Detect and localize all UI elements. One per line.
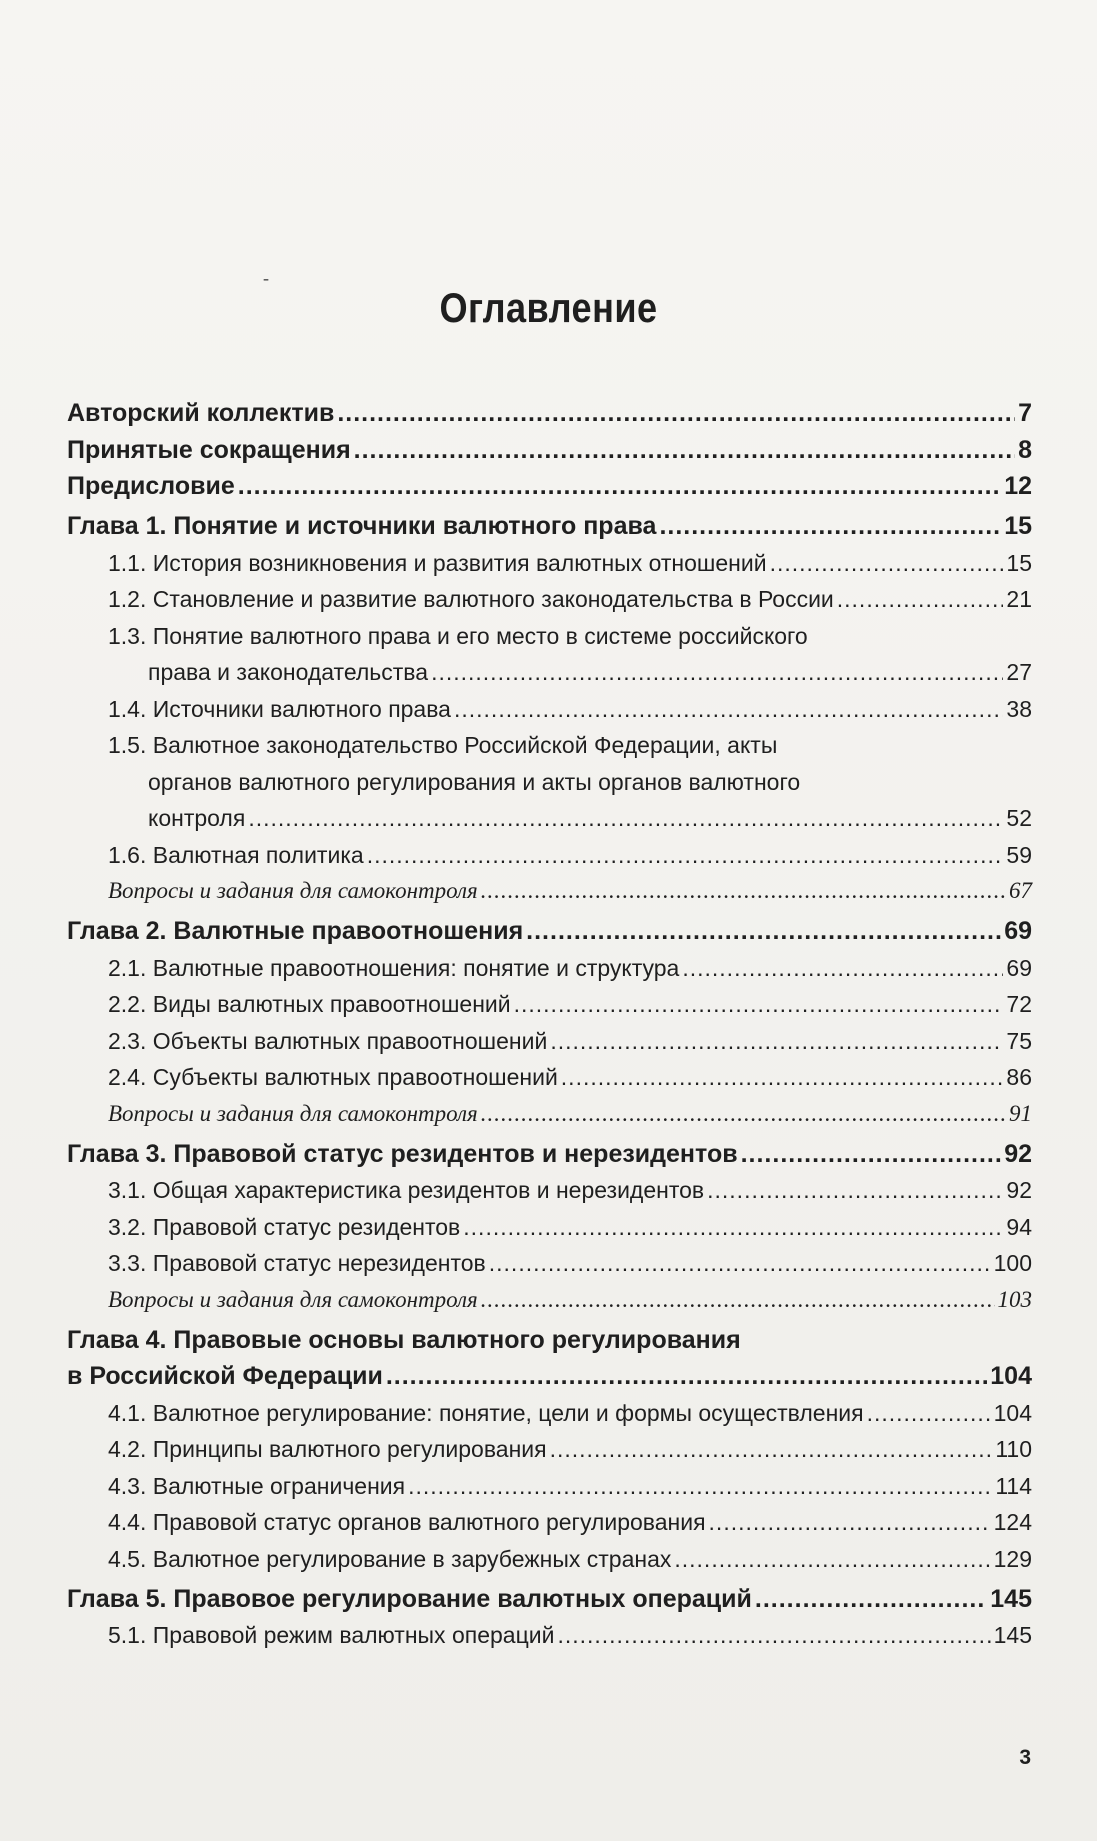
toc-page-number: 21 bbox=[1006, 586, 1032, 612]
dot-leader bbox=[481, 876, 1006, 906]
toc-page-number: 27 bbox=[1006, 659, 1032, 685]
dot-leader bbox=[550, 1026, 1003, 1056]
toc-line bbox=[108, 1434, 1032, 1464]
toc-entry-title: Глава 2. Валютные правоотношения bbox=[67, 917, 524, 945]
dot-leader bbox=[867, 1398, 991, 1428]
toc-entry-title: 2.2. Виды валютных правоотношений bbox=[108, 991, 511, 1017]
dot-leader bbox=[431, 657, 1003, 687]
dot-leader bbox=[514, 989, 1004, 1019]
dot-leader bbox=[557, 1620, 990, 1650]
toc-line bbox=[108, 1099, 1032, 1129]
toc-entry-title: Предисловие bbox=[67, 472, 235, 500]
toc-entry-title: контроля bbox=[148, 805, 246, 831]
dot-leader bbox=[463, 1212, 1003, 1242]
toc-line bbox=[108, 1507, 1032, 1537]
dot-leader bbox=[770, 548, 1004, 578]
toc-entry-title: 4.1. Валютное регулирование: понятие, цели и формы осуществления bbox=[108, 1399, 864, 1426]
toc-entry-title: Вопросы и задания для самоконтроля bbox=[108, 1100, 478, 1126]
toc-entry-title: Принятые сокращения bbox=[67, 435, 351, 464]
toc-page-number: 92 bbox=[1006, 1177, 1032, 1203]
toc-line bbox=[67, 471, 1032, 501]
toc-line bbox=[67, 1139, 1032, 1169]
print-mark: - bbox=[263, 268, 269, 288]
toc-line bbox=[67, 511, 1032, 541]
toc-entry-title: 2.3. Объекты валютных правоотношений bbox=[108, 1027, 548, 1054]
toc-line bbox=[148, 767, 1032, 797]
toc-line bbox=[67, 916, 1032, 946]
toc-entry-title: 3.3. Правовой статус нерезидентов bbox=[108, 1250, 486, 1276]
toc-line bbox=[108, 989, 1032, 1019]
dot-leader bbox=[526, 916, 1001, 946]
dot-leader bbox=[659, 511, 1001, 541]
dot-leader bbox=[386, 1361, 987, 1391]
dot-leader bbox=[481, 1099, 1006, 1129]
toc-line bbox=[108, 621, 1032, 651]
page-title: Оглавление bbox=[439, 284, 658, 331]
toc-line bbox=[108, 1026, 1032, 1056]
dot-leader bbox=[238, 471, 1001, 501]
dot-leader bbox=[741, 1139, 1002, 1169]
toc-page-number: 59 bbox=[1006, 841, 1032, 868]
toc-page-number: 69 bbox=[1004, 917, 1032, 945]
toc-page-number: 114 bbox=[995, 1472, 1032, 1499]
toc-page-number: 86 bbox=[1006, 1064, 1032, 1090]
toc-page-number: 124 bbox=[993, 1509, 1032, 1535]
toc-line bbox=[108, 1544, 1032, 1574]
toc-page-number: 52 bbox=[1006, 805, 1032, 831]
dot-leader bbox=[837, 584, 1004, 614]
toc-line bbox=[67, 1325, 1032, 1355]
toc-entry-title: Глава 1. Понятие и источники валютного права bbox=[67, 512, 657, 540]
toc-entry-title: 3.1. Общая характеристика резидентов и нерезидентов bbox=[108, 1177, 705, 1203]
toc-page-number: 91 bbox=[1009, 1100, 1032, 1126]
toc-page-number: 104 bbox=[990, 1362, 1032, 1390]
toc-page-number: 129 bbox=[993, 1545, 1032, 1572]
toc-page-number: 69 bbox=[1006, 954, 1032, 981]
toc-line bbox=[108, 1248, 1032, 1278]
toc-line bbox=[67, 1361, 1032, 1391]
toc-entry-title: 2.4. Субъекты валютных правоотношений bbox=[108, 1064, 558, 1090]
page-number: 3 bbox=[1019, 1746, 1031, 1769]
toc-entry-title: органов валютного регулирования и акты органов валютного bbox=[148, 768, 801, 795]
toc-page-number: 104 bbox=[993, 1399, 1032, 1426]
toc-line bbox=[67, 1584, 1032, 1614]
dot-leader bbox=[408, 1471, 992, 1501]
toc-entry-title: 1.5. Валютное законодательство Российской Федерации, акты bbox=[108, 732, 778, 758]
toc-entry-title: Вопросы и задания для самоконтроля bbox=[108, 1286, 478, 1312]
toc-line bbox=[108, 548, 1032, 578]
toc-page-number: 38 bbox=[1006, 695, 1032, 722]
dot-leader bbox=[550, 1434, 993, 1464]
toc-line bbox=[108, 1212, 1032, 1242]
toc-line bbox=[108, 1285, 1032, 1315]
toc-line bbox=[108, 840, 1032, 870]
toc-entry-title: Глава 3. Правовой статус резидентов и нерезидентов bbox=[67, 1139, 738, 1168]
toc-line bbox=[108, 1471, 1032, 1501]
toc-line bbox=[108, 1062, 1032, 1092]
dot-leader bbox=[707, 1175, 1003, 1205]
toc-entry-title: 3.2. Правовой статус резидентов bbox=[108, 1213, 461, 1240]
toc-line bbox=[148, 803, 1032, 833]
toc-entry-title: права и законодательства bbox=[148, 659, 429, 685]
dot-leader bbox=[337, 398, 1015, 428]
toc-entry-title: Глава 5. Правовое регулирование валютных операций bbox=[67, 1584, 752, 1613]
toc-entry-title: 4.4. Правовой статус органов валютного регулирования bbox=[108, 1509, 706, 1535]
toc-page-number: 7 bbox=[1018, 399, 1032, 427]
toc-line bbox=[108, 1620, 1032, 1650]
toc-entry-title: 4.5. Валютное регулирование в зарубежных странах bbox=[108, 1545, 672, 1572]
toc-page-number: 145 bbox=[993, 1622, 1032, 1648]
toc-line bbox=[148, 657, 1032, 687]
toc-line bbox=[108, 876, 1032, 906]
toc-page-number: 103 bbox=[997, 1286, 1032, 1312]
toc-entry-title: Глава 4. Правовые основы валютного регулирования bbox=[67, 1325, 741, 1354]
toc-entry-title: 1.6. Валютная политика bbox=[108, 841, 364, 868]
toc-entry-title: Авторский коллектив bbox=[67, 399, 335, 427]
toc-line bbox=[108, 1175, 1032, 1205]
toc-line bbox=[67, 398, 1032, 428]
toc-page-number: 15 bbox=[1006, 549, 1032, 576]
toc-page-number: 12 bbox=[1004, 472, 1032, 500]
toc-page-number: 67 bbox=[1009, 878, 1032, 903]
dot-leader bbox=[755, 1584, 987, 1614]
toc-page-number: 15 bbox=[1004, 512, 1032, 540]
toc-line bbox=[67, 435, 1032, 465]
toc-entry-title: 1.4. Источники валютного права bbox=[108, 695, 451, 722]
toc-page-number: 94 bbox=[1006, 1213, 1032, 1240]
dot-leader bbox=[481, 1285, 995, 1315]
toc-entry-title: в Российской Федерации bbox=[67, 1362, 383, 1390]
toc-page-number: 92 bbox=[1004, 1139, 1032, 1168]
toc-entry-title: 5.1. Правовой режим валютных операций bbox=[108, 1622, 555, 1648]
toc-page-number: 75 bbox=[1006, 1027, 1032, 1054]
toc-page-number: 100 bbox=[993, 1250, 1032, 1276]
dot-leader bbox=[682, 953, 1003, 983]
dot-leader bbox=[248, 803, 1003, 833]
dot-leader bbox=[354, 435, 1015, 465]
dot-leader bbox=[561, 1062, 1004, 1092]
toc-line bbox=[108, 730, 1032, 760]
dot-leader bbox=[674, 1544, 990, 1574]
toc-line bbox=[108, 694, 1032, 724]
toc-entry-title: 2.1. Валютные правоотношения: понятие и структура bbox=[108, 954, 680, 981]
toc-line bbox=[108, 1398, 1032, 1428]
toc-entry-title: 4.2. Принципы валютного регулирования bbox=[108, 1436, 547, 1462]
dot-leader bbox=[489, 1248, 991, 1278]
toc-page-number: 145 bbox=[990, 1584, 1032, 1613]
toc-page-number: 72 bbox=[1006, 991, 1032, 1017]
toc-entry-title: Вопросы и задания для самоконтроля bbox=[108, 878, 478, 903]
toc-page-number: 110 bbox=[995, 1436, 1032, 1462]
toc-entry-title: 4.3. Валютные ограничения bbox=[108, 1472, 406, 1499]
toc-entry-title: 1.1. История возникновения и развития валютных отношений bbox=[108, 549, 767, 576]
toc-line bbox=[108, 953, 1032, 983]
toc-page-number: 8 bbox=[1018, 435, 1032, 464]
dot-leader bbox=[709, 1507, 991, 1537]
dot-leader bbox=[367, 840, 1004, 870]
toc-entry-title: 1.3. Понятие валютного права и его место в системе российского bbox=[108, 622, 808, 649]
toc-line bbox=[108, 584, 1032, 614]
dot-leader bbox=[454, 694, 1003, 724]
toc-entry-title: 1.2. Становление и развитие валютного законодательства в России bbox=[108, 586, 834, 612]
